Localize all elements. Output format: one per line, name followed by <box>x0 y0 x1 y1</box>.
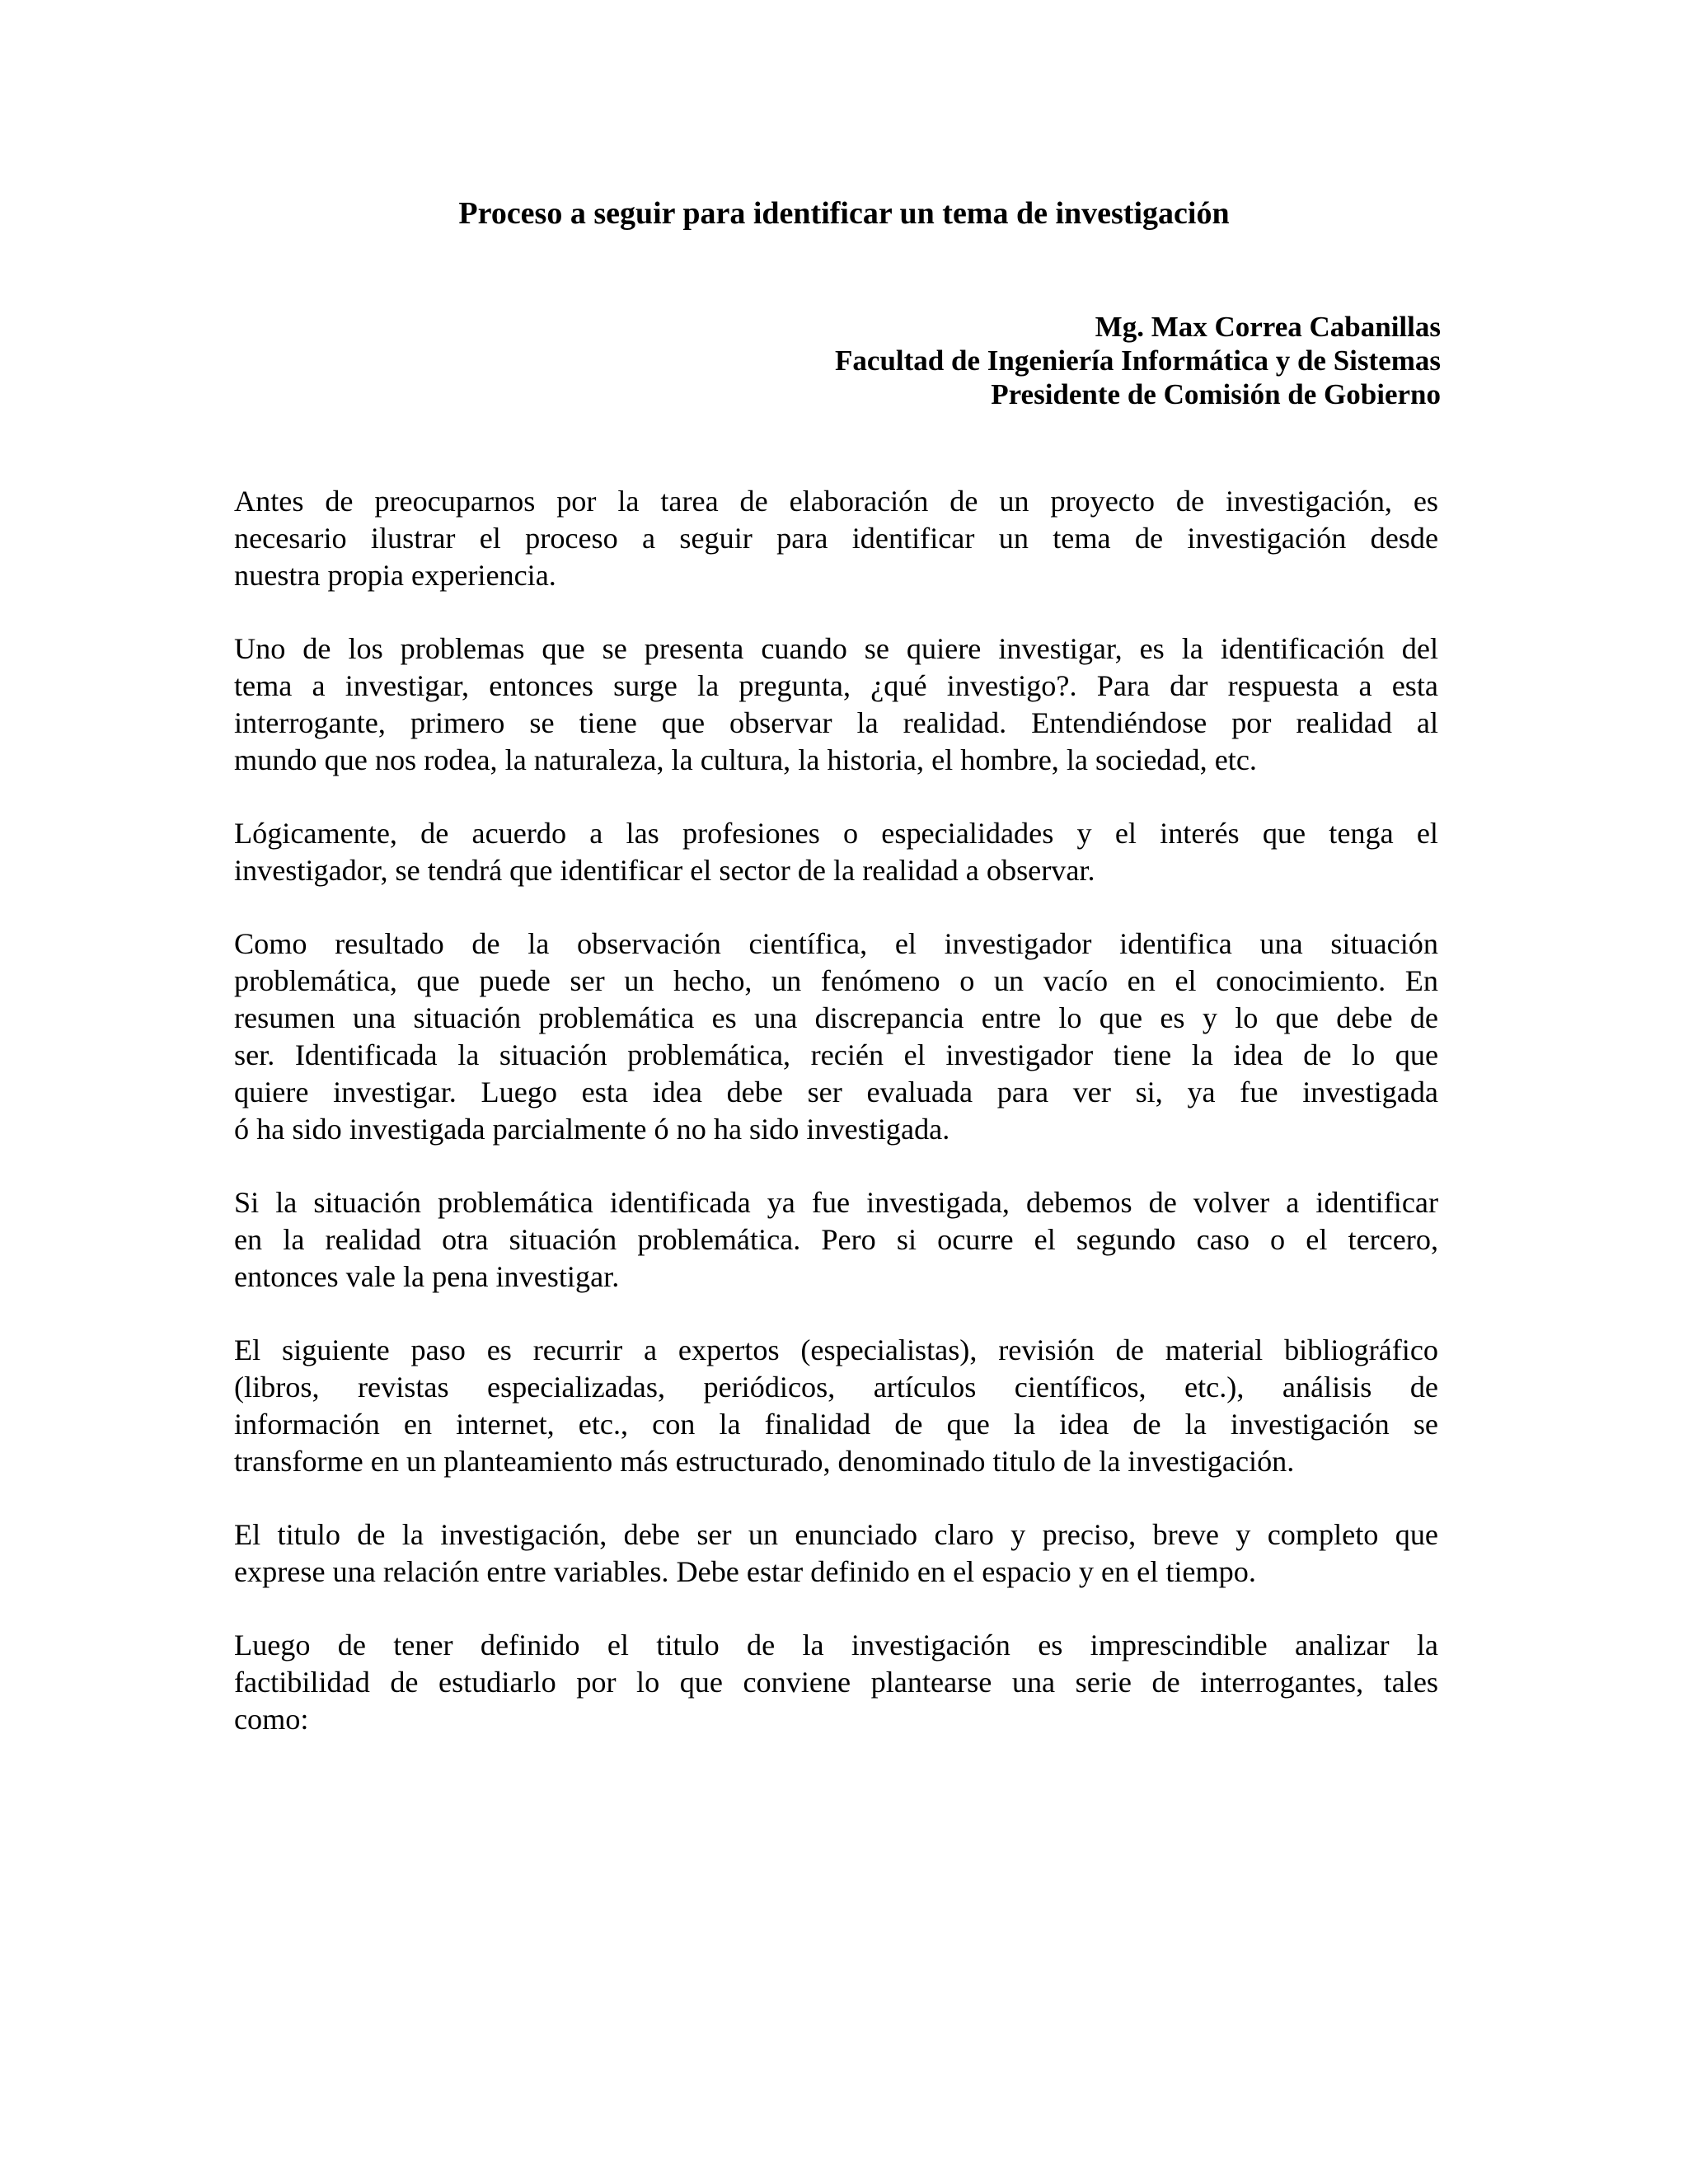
body-paragraph <box>234 1332 1438 1480</box>
paragraph-line: quiere investigar. Luego esta idea debe ser evaluada para ver si, ya fue investigada <box>234 1076 1438 1108</box>
paragraph-line: Uno de los problemas que se presenta cuando se quiere investigar, es la identificación del <box>234 632 1438 665</box>
paragraph-line: Lógicamente, de acuerdo a las profesiones o especialidades y el interés que tenga el <box>234 817 1438 850</box>
paragraph-line: El siguiente paso es recurrir a expertos (especialistas), revisión de material bibliográfico <box>234 1333 1438 1366</box>
paragraph-line: necesario ilustrar el proceso a seguir para identificar un tema de investigación desde <box>234 522 1438 555</box>
author-faculty: Facultad de Ingeniería Informática y de Sistemas <box>835 344 1441 377</box>
paragraph-line: El titulo de la investigación, debe ser un enunciado claro y preciso, breve y completo que <box>234 1518 1438 1551</box>
paragraph-line: tema a investigar, entonces surge la pregunta, ¿qué investigo?. Para dar respuesta a esta <box>234 669 1438 702</box>
paragraph-line: ó ha sido investigada parcialmente ó no ha sido investigada. <box>234 1113 950 1146</box>
paragraph-line: Si la situación problemática identificada ya fue investigada, debemos de volver a identificar <box>234 1186 1438 1219</box>
body-paragraph <box>234 1627 1438 1738</box>
paragraph-line: Antes de preocuparnos por la tarea de elaboración de un proyecto de investigación, es <box>234 485 1438 518</box>
author-role: Presidente de Comisión de Gobierno <box>991 378 1441 410</box>
document-body <box>234 483 1438 1774</box>
paragraph-line: resumen una situación problemática es una discrepancia entre lo que es y lo que debe de <box>234 1001 1438 1034</box>
paragraph-line: Luego de tener definido el titulo de la investigación es imprescindible analizar la <box>234 1629 1438 1661</box>
paragraph-line: información en internet, etc., con la finalidad de que la idea de la investigación se <box>234 1408 1438 1441</box>
paragraph-line: entonces vale la pena investigar. <box>234 1260 620 1293</box>
paragraph-line: transforme en un planteamiento más estructurado, denominado titulo de la investigación. <box>234 1445 1295 1478</box>
paragraph-line: Como resultado de la observación científica, el investigador identifica una situación <box>234 927 1438 960</box>
author-name: Mg. Max Correa Cabanillas <box>1095 311 1441 343</box>
paragraph-line: interrogante, primero se tiene que observar la realidad. Entendiéndose por realidad al <box>234 706 1438 739</box>
paragraph-line: como: <box>234 1703 309 1736</box>
paragraph-line: nuestra propia experiencia. <box>234 559 556 592</box>
paragraph-line: factibilidad de estudiarlo por lo que conviene plantearse una serie de interrogantes, tales <box>234 1666 1438 1699</box>
body-paragraph <box>234 1516 1438 1591</box>
paragraph-line: problemática, que puede ser un hecho, un fenómeno o un vacío en el conocimiento. En <box>234 964 1438 997</box>
paragraph-line: exprese una relación entre variables. Debe estar definido en el espacio y en el tiempo. <box>234 1555 1256 1588</box>
paragraph-line: (libros, revistas especializadas, periódicos, artículos científicos, etc.), análisis de <box>234 1371 1438 1404</box>
body-paragraph <box>234 815 1438 889</box>
body-paragraph <box>234 1184 1438 1296</box>
paragraph-line: ser. Identificada la situación problemática, recién el investigador tiene la idea de lo que <box>234 1038 1438 1071</box>
paragraph-line: en la realidad otra situación problemática. Pero si ocurre el segundo caso o el tercero, <box>234 1223 1438 1256</box>
document-title: Proceso a seguir para identificar un tema de investigación <box>458 196 1230 231</box>
paragraph-line: mundo que nos rodea, la naturaleza, la cultura, la historia, el hombre, la sociedad, etc. <box>234 743 1257 776</box>
body-paragraph <box>234 483 1438 594</box>
paragraph-line: investigador, se tendrá que identificar el sector de la realidad a observar. <box>234 854 1095 887</box>
author-block <box>452 310 1441 411</box>
body-paragraph <box>234 630 1438 779</box>
body-paragraph <box>234 926 1438 1148</box>
